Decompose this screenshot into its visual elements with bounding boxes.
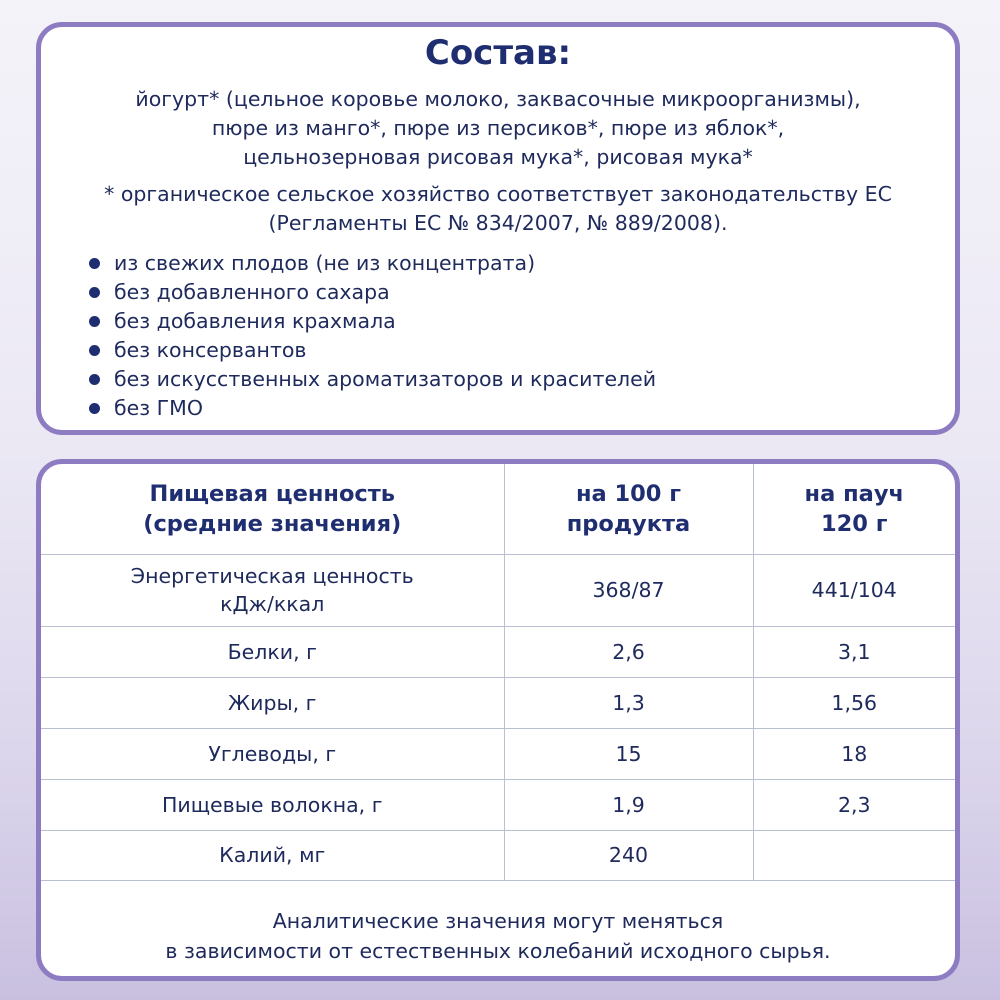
header-line: на пауч (804, 480, 904, 507)
table-row (41, 830, 955, 880)
bullet-icon (89, 345, 100, 356)
ingredients-line: цельнозерновая рисовая мука*, рисовая мука* (243, 145, 753, 169)
value-per-100g: 1,9 (504, 779, 753, 830)
value-per-100g: 15 (504, 728, 753, 779)
bullet-icon (89, 316, 100, 327)
table-row (41, 554, 955, 626)
header-per-pouch (753, 464, 955, 554)
value-per-pouch: 441/104 (753, 554, 955, 626)
row-label: Пищевые волокна, г (41, 779, 504, 830)
benefit-text: из свежих плодов (не из концентрата) (114, 251, 536, 275)
footnote-line: в зависимости от естественных колебаний исходного сырья. (165, 939, 831, 963)
value-per-pouch: 1,56 (753, 677, 955, 728)
row-label: Белки, г (41, 626, 504, 677)
row-label: Углеводы, г (41, 728, 504, 779)
ingredients-line: пюре из манго*, пюре из персиков*, пюре из яблок*, (211, 116, 785, 140)
header-per-100g (504, 464, 753, 554)
bullet-icon (89, 374, 100, 385)
ingredients-line: йогурт* (цельное коровье молоко, заквасочные микроорганизмы), (135, 87, 861, 111)
benefit-item (89, 307, 656, 336)
benefit-text: без ГМО (114, 396, 203, 420)
composition-card (36, 22, 960, 435)
value-per-100g: 1,3 (504, 677, 753, 728)
nutrition-table (41, 464, 955, 881)
value-per-100g: 368/87 (504, 554, 753, 626)
benefit-item (89, 365, 656, 394)
row-label: Калий, мг (41, 830, 504, 880)
bullet-icon (89, 403, 100, 414)
bullet-icon (89, 287, 100, 298)
ingredients-text (41, 85, 955, 172)
table-row (41, 779, 955, 830)
row-label-line: Энергетическая ценность (130, 564, 414, 588)
value-per-100g: 240 (504, 830, 753, 880)
benefit-text: без добавленного сахара (114, 280, 390, 304)
bullet-icon (89, 258, 100, 269)
header-line: (средние значения) (143, 510, 402, 537)
composition-title: Состав: (424, 33, 572, 73)
value-per-pouch (753, 830, 955, 880)
benefit-item (89, 336, 656, 365)
table-header-row (41, 464, 955, 554)
benefits-list (89, 249, 656, 423)
benefit-text: без консервантов (114, 338, 307, 362)
header-line: на 100 г (575, 480, 682, 507)
benefit-item (89, 278, 656, 307)
header-line: 120 г (820, 510, 888, 537)
organic-note-line: (Регламенты ЕС № 834/2007, № 889/2008). (268, 211, 728, 235)
benefit-item (89, 249, 656, 278)
nutrition-card (36, 459, 960, 981)
table-row (41, 677, 955, 728)
value-per-100g: 2,6 (504, 626, 753, 677)
table-row (41, 626, 955, 677)
benefit-item (89, 394, 656, 423)
row-label (41, 554, 504, 626)
header-line: Пищевая ценность (149, 480, 396, 507)
value-per-pouch: 3,1 (753, 626, 955, 677)
row-label: Жиры, г (41, 677, 504, 728)
footnote-line: Аналитические значения могут меняться (272, 909, 724, 933)
table-row (41, 728, 955, 779)
benefit-text: без искусственных ароматизаторов и красителей (114, 367, 657, 391)
organic-note-line: * органическое сельское хозяйство соответствует законодательству ЕС (104, 182, 892, 206)
analytical-values-note (41, 906, 955, 966)
value-per-pouch: 2,3 (753, 779, 955, 830)
header-line: продукта (566, 510, 691, 537)
organic-note (41, 180, 955, 238)
benefit-text: без добавления крахмала (114, 309, 396, 333)
row-label-line: кДж/ккал (220, 592, 325, 616)
value-per-pouch: 18 (753, 728, 955, 779)
header-nutrition-value (41, 464, 504, 554)
